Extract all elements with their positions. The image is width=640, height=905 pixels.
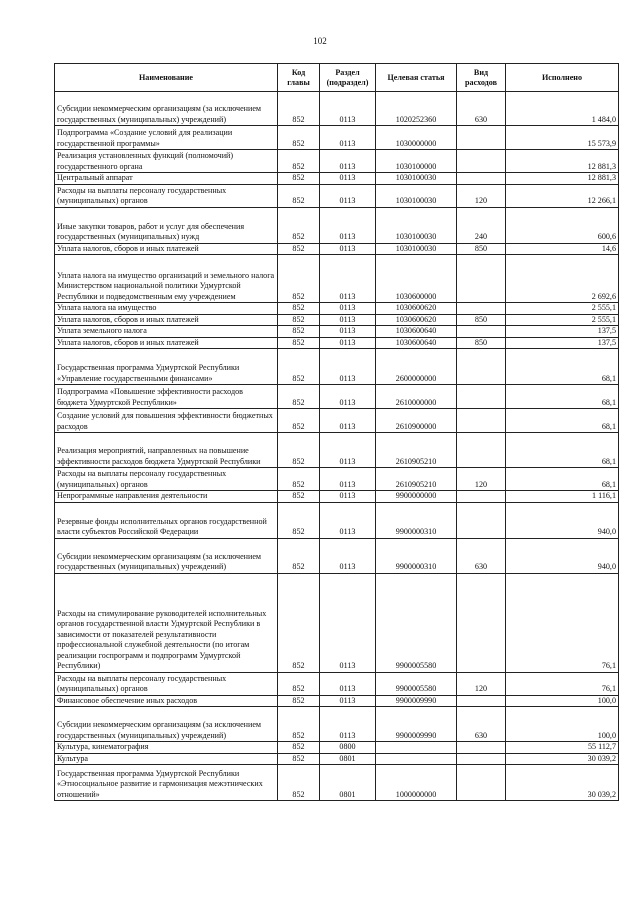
row-type-cell	[457, 303, 506, 315]
row-section-cell: 0113	[320, 502, 376, 538]
row-type-cell	[457, 326, 506, 338]
row-name-cell: Субсидии некоммерческим организациям (за исключением государственных (муниципальных) учреждений)	[55, 92, 278, 126]
row-section-cell: 0113	[320, 126, 376, 150]
row-section-cell: 0113	[320, 314, 376, 326]
row-name-cell: Уплата налогов, сборов и иных платежей	[55, 243, 278, 255]
row-code-cell: 852	[278, 92, 320, 126]
col-amount-header: Исполнено	[506, 64, 619, 92]
row-code-cell: 852	[278, 491, 320, 503]
row-article-cell: 2610000000	[376, 385, 457, 409]
row-code-cell: 852	[278, 573, 320, 672]
row-amount-cell: 2 555,1	[506, 314, 619, 326]
row-section-cell: 0113	[320, 303, 376, 315]
table-row	[55, 433, 619, 468]
row-type-cell: 240	[457, 207, 506, 243]
row-amount-cell: 76,1	[506, 672, 619, 695]
row-amount-cell: 15 573,9	[506, 126, 619, 150]
row-type-cell	[457, 502, 506, 538]
row-section-cell: 0113	[320, 326, 376, 338]
col-section-header: Раздел (подраздел)	[320, 64, 376, 92]
row-amount-cell: 1 116,1	[506, 491, 619, 503]
table-header	[55, 64, 619, 92]
row-article-cell: 9900009990	[376, 707, 457, 742]
row-code-cell: 852	[278, 326, 320, 338]
row-article-cell: 1030600620	[376, 314, 457, 326]
col-article-header: Целевая статья	[376, 64, 457, 92]
row-code-cell: 852	[278, 468, 320, 491]
row-section-cell: 0113	[320, 538, 376, 573]
row-code-cell: 852	[278, 207, 320, 243]
row-section-cell: 0113	[320, 255, 376, 303]
table-row	[55, 538, 619, 573]
page-number: 102	[313, 36, 327, 46]
row-section-cell: 0113	[320, 468, 376, 491]
row-amount-cell: 68,1	[506, 409, 619, 433]
row-type-cell	[457, 385, 506, 409]
row-name-cell: Расходы на выплаты персоналу государственных (муниципальных) органов	[55, 672, 278, 695]
row-section-cell: 0113	[320, 409, 376, 433]
row-article-cell: 1030600000	[376, 255, 457, 303]
row-article-cell: 9900009990	[376, 695, 457, 707]
row-article-cell: 2600000000	[376, 349, 457, 385]
row-amount-cell: 2 692,6	[506, 255, 619, 303]
row-section-cell: 0113	[320, 385, 376, 409]
row-section-cell: 0113	[320, 672, 376, 695]
table-row	[55, 742, 619, 754]
row-section-cell: 0801	[320, 753, 376, 765]
row-name-cell: Реализация установленных функций (полномочий) государственного органа	[55, 150, 278, 173]
row-type-cell	[457, 150, 506, 173]
row-type-cell: 850	[457, 243, 506, 255]
row-name-cell: Реализация мероприятий, направленных на повышение эффективности расходов бюджета Удмуртской Республики	[55, 433, 278, 468]
table-row	[55, 409, 619, 433]
row-type-cell	[457, 765, 506, 801]
row-type-cell	[457, 742, 506, 754]
table-row	[55, 765, 619, 801]
row-article-cell: 1000000000	[376, 765, 457, 801]
row-code-cell: 852	[278, 695, 320, 707]
row-article-cell: 9900000310	[376, 538, 457, 573]
row-code-cell: 852	[278, 255, 320, 303]
row-code-cell: 852	[278, 538, 320, 573]
row-type-cell	[457, 573, 506, 672]
row-name-cell: Подпрограмма «Повышение эффективности расходов бюджета Удмуртской Республики»	[55, 385, 278, 409]
col-type-header: Вид расходов	[457, 64, 506, 92]
row-type-cell	[457, 255, 506, 303]
row-code-cell: 852	[278, 150, 320, 173]
row-amount-cell: 137,5	[506, 326, 619, 338]
table-row	[55, 92, 619, 126]
row-code-cell: 852	[278, 385, 320, 409]
row-code-cell: 852	[278, 337, 320, 349]
table-row	[55, 753, 619, 765]
row-section-cell: 0801	[320, 765, 376, 801]
col-code-header: Код главы	[278, 64, 320, 92]
row-amount-cell: 30 039,2	[506, 753, 619, 765]
row-article-cell: 1030000000	[376, 126, 457, 150]
row-code-cell: 852	[278, 672, 320, 695]
row-code-cell: 852	[278, 502, 320, 538]
row-section-cell: 0113	[320, 207, 376, 243]
row-article-cell: 9900000000	[376, 491, 457, 503]
row-type-cell: 630	[457, 707, 506, 742]
table-row	[55, 707, 619, 742]
header-row	[55, 64, 619, 92]
row-section-cell: 0113	[320, 707, 376, 742]
row-name-cell: Расходы на выплаты персоналу государственных (муниципальных) органов	[55, 184, 278, 207]
row-type-cell	[457, 349, 506, 385]
row-amount-cell: 1 484,0	[506, 92, 619, 126]
row-amount-cell: 76,1	[506, 573, 619, 672]
row-name-cell: Создание условий для повышения эффективности бюджетных расходов	[55, 409, 278, 433]
row-amount-cell: 137,5	[506, 337, 619, 349]
row-section-cell: 0800	[320, 742, 376, 754]
row-amount-cell: 68,1	[506, 349, 619, 385]
row-section-cell: 0113	[320, 433, 376, 468]
row-article-cell: 9900005580	[376, 672, 457, 695]
row-type-cell: 630	[457, 538, 506, 573]
row-name-cell: Непрограммные направления деятельности	[55, 491, 278, 503]
row-name-cell: Подпрограмма «Создание условий для реализации государственной программы»	[55, 126, 278, 150]
row-amount-cell: 940,0	[506, 538, 619, 573]
row-article-cell: 1030100000	[376, 150, 457, 173]
row-type-cell: 630	[457, 92, 506, 126]
row-code-cell: 852	[278, 303, 320, 315]
row-article-cell: 1030600640	[376, 337, 457, 349]
table-row	[55, 184, 619, 207]
table-row	[55, 326, 619, 338]
row-article-cell: 2610905210	[376, 433, 457, 468]
row-amount-cell: 940,0	[506, 502, 619, 538]
row-code-cell: 852	[278, 184, 320, 207]
row-article-cell	[376, 753, 457, 765]
row-name-cell: Культура	[55, 753, 278, 765]
row-section-cell: 0113	[320, 92, 376, 126]
row-article-cell: 1030100030	[376, 243, 457, 255]
row-article-cell: 2610900000	[376, 409, 457, 433]
table-row	[55, 337, 619, 349]
row-article-cell: 1030100030	[376, 207, 457, 243]
row-article-cell: 9900005580	[376, 573, 457, 672]
table-row	[55, 173, 619, 185]
row-code-cell: 852	[278, 243, 320, 255]
row-section-cell: 0113	[320, 573, 376, 672]
row-name-cell: Уплата земельного налога	[55, 326, 278, 338]
table-row	[55, 502, 619, 538]
row-code-cell: 852	[278, 753, 320, 765]
row-code-cell: 852	[278, 126, 320, 150]
table-row	[55, 243, 619, 255]
row-code-cell: 852	[278, 433, 320, 468]
row-code-cell: 852	[278, 349, 320, 385]
row-code-cell: 852	[278, 409, 320, 433]
row-amount-cell: 12 266,1	[506, 184, 619, 207]
row-type-cell: 120	[457, 468, 506, 491]
row-amount-cell: 2 555,1	[506, 303, 619, 315]
row-section-cell: 0113	[320, 150, 376, 173]
row-amount-cell: 12 881,3	[506, 173, 619, 185]
row-code-cell: 852	[278, 707, 320, 742]
row-code-cell: 852	[278, 314, 320, 326]
row-name-cell: Субсидии некоммерческим организациям (за исключением государственных (муниципальных) учреждений)	[55, 538, 278, 573]
table-row	[55, 150, 619, 173]
row-type-cell	[457, 433, 506, 468]
row-section-cell: 0113	[320, 695, 376, 707]
row-section-cell: 0113	[320, 173, 376, 185]
row-type-cell	[457, 126, 506, 150]
row-name-cell: Субсидии некоммерческим организациям (за исключением государственных (муниципальных) учреждений)	[55, 707, 278, 742]
col-name-header: Наименование	[55, 64, 278, 92]
row-name-cell: Уплата налога на имущество организаций и земельного налога Министерством национальной политики Удмуртской Республики и подведомственным ему учреждением	[55, 255, 278, 303]
row-name-cell: Иные закупки товаров, работ и услуг для обеспечения государственных (муниципальных) нужд	[55, 207, 278, 243]
row-type-cell	[457, 173, 506, 185]
row-name-cell: Финансовое обеспечение иных расходов	[55, 695, 278, 707]
row-amount-cell: 68,1	[506, 385, 619, 409]
table-row	[55, 303, 619, 315]
row-name-cell: Государственная программа Удмуртской Республики «Управление государственными финансами»	[55, 349, 278, 385]
row-article-cell: 9900000310	[376, 502, 457, 538]
row-type-cell: 120	[457, 672, 506, 695]
row-article-cell: 1030100030	[376, 184, 457, 207]
table-row	[55, 207, 619, 243]
row-article-cell	[376, 742, 457, 754]
table-row	[55, 349, 619, 385]
row-section-cell: 0113	[320, 491, 376, 503]
budget-table	[54, 63, 619, 801]
row-amount-cell: 68,1	[506, 433, 619, 468]
row-type-cell	[457, 491, 506, 503]
table-row	[55, 126, 619, 150]
row-amount-cell: 55 112,7	[506, 742, 619, 754]
row-type-cell	[457, 695, 506, 707]
row-name-cell: Резервные фонды исполнительных органов государственной власти субъектов Российской Федерации	[55, 502, 278, 538]
row-name-cell: Уплата налога на имущество	[55, 303, 278, 315]
row-article-cell: 1030600620	[376, 303, 457, 315]
row-amount-cell: 14,6	[506, 243, 619, 255]
table-row	[55, 491, 619, 503]
table-row	[55, 255, 619, 303]
table-row	[55, 468, 619, 491]
row-name-cell: Культура, кинематография	[55, 742, 278, 754]
row-name-cell: Государственная программа Удмуртской Республики «Этносоциальное развитие и гармонизация межэтнических отношений»	[55, 765, 278, 801]
table-row	[55, 695, 619, 707]
row-amount-cell: 68,1	[506, 468, 619, 491]
row-article-cell: 1030100030	[376, 173, 457, 185]
row-section-cell: 0113	[320, 243, 376, 255]
row-name-cell: Уплата налогов, сборов и иных платежей	[55, 337, 278, 349]
row-code-cell: 852	[278, 173, 320, 185]
table-row	[55, 573, 619, 672]
row-amount-cell: 30 039,2	[506, 765, 619, 801]
row-article-cell: 1030600640	[376, 326, 457, 338]
row-type-cell: 120	[457, 184, 506, 207]
row-amount-cell: 600,6	[506, 207, 619, 243]
row-article-cell: 2610905210	[376, 468, 457, 491]
row-code-cell: 852	[278, 742, 320, 754]
row-name-cell: Уплата налогов, сборов и иных платежей	[55, 314, 278, 326]
row-article-cell: 1020252360	[376, 92, 457, 126]
row-type-cell	[457, 409, 506, 433]
row-type-cell: 850	[457, 314, 506, 326]
table-row	[55, 314, 619, 326]
row-section-cell: 0113	[320, 337, 376, 349]
row-type-cell	[457, 753, 506, 765]
row-section-cell: 0113	[320, 184, 376, 207]
table-body	[55, 92, 619, 801]
row-code-cell: 852	[278, 765, 320, 801]
row-section-cell: 0113	[320, 349, 376, 385]
table-row	[55, 672, 619, 695]
row-name-cell: Центральный аппарат	[55, 173, 278, 185]
row-type-cell: 850	[457, 337, 506, 349]
table-row	[55, 385, 619, 409]
row-name-cell: Расходы на выплаты персоналу государственных (муниципальных) органов	[55, 468, 278, 491]
row-amount-cell: 12 881,3	[506, 150, 619, 173]
row-name-cell: Расходы на стимулирование руководителей исполнительных органов государственной власти Удмуртской Республики в зависимости от показателей результативности профессиональной служебной деятельности (по итогам реализации госпрограмм и подпрограмм Удмуртской Республики)	[55, 573, 278, 672]
row-amount-cell: 100,0	[506, 695, 619, 707]
row-amount-cell: 100,0	[506, 707, 619, 742]
